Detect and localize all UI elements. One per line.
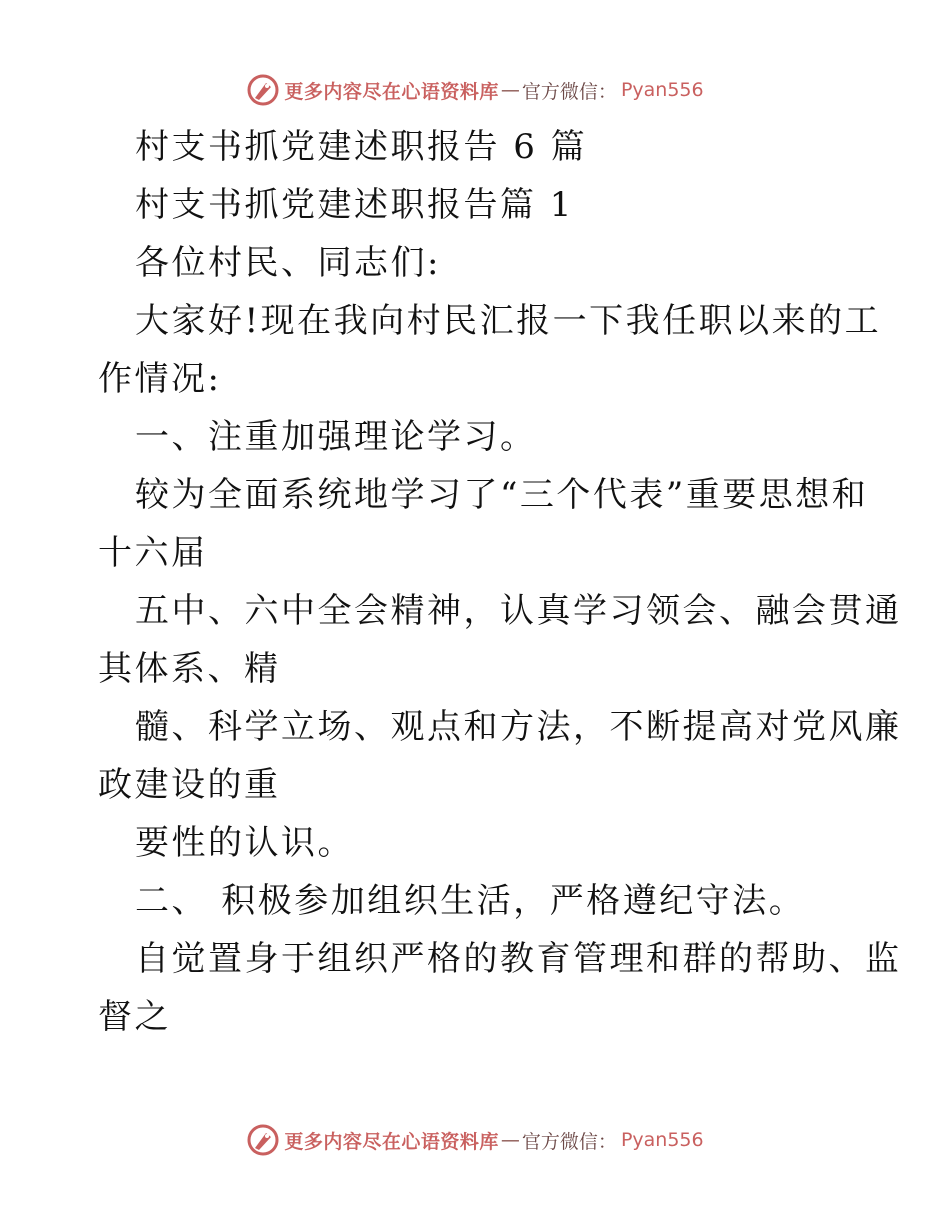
document-body bbox=[98, 118, 902, 1046]
document-title: 村支书抓党建述职报告 6 篇 bbox=[135, 127, 588, 167]
salutation: 各位村民、同志们: bbox=[135, 243, 441, 283]
banner-wechat-id: Pyan556 bbox=[620, 1129, 704, 1151]
section-heading: 村支书抓党建述职报告篇 1 bbox=[135, 185, 574, 225]
banner-text: 更多内容尽在心语资料库 bbox=[284, 80, 499, 103]
paragraph-line: 髓、科学立场、观点和方法，不断提高对党风廉 bbox=[135, 707, 902, 747]
paragraph-line: 作情况: bbox=[98, 359, 222, 399]
paragraph-line: 大家好!现在我向村民汇报一下我任职以来的工 bbox=[135, 301, 882, 341]
paragraph-line: 其体系、精 bbox=[98, 649, 281, 689]
pen-nib-logo-icon bbox=[246, 73, 280, 107]
numbered-heading: 二、 积极参加组织生活，严格遵纪守法。 bbox=[135, 881, 806, 921]
numbered-heading: 一、注重加强理论学习。 bbox=[135, 417, 537, 457]
banner-separator: — bbox=[500, 1129, 520, 1151]
banner-text: 更多内容尽在心语资料库 bbox=[284, 1130, 499, 1153]
pen-nib-logo-icon bbox=[246, 1123, 280, 1157]
banner-wechat-label: 官方微信： bbox=[521, 1130, 617, 1153]
paragraph-line: 五中、六中全会精神，认真学习领会、融会贯通 bbox=[135, 591, 902, 631]
banner-wechat-id: Pyan556 bbox=[620, 79, 704, 101]
paragraph-line: 较为全面系统地学习了“三个代表”重要思想和 bbox=[135, 475, 869, 515]
paragraph-line: 督之 bbox=[98, 997, 171, 1037]
paragraph-line: 政建设的重 bbox=[98, 765, 281, 805]
paragraph-line: 十六届 bbox=[98, 533, 208, 573]
banner-separator: — bbox=[500, 79, 520, 101]
banner-wechat-label: 官方微信： bbox=[521, 80, 617, 103]
paragraph-line: 要性的认识。 bbox=[135, 823, 354, 863]
paragraph-line: 自觉置身于组织严格的教育管理和群的帮助、监 bbox=[135, 939, 902, 979]
footer-watermark-banner bbox=[0, 1120, 950, 1160]
header-watermark-banner bbox=[0, 70, 950, 110]
